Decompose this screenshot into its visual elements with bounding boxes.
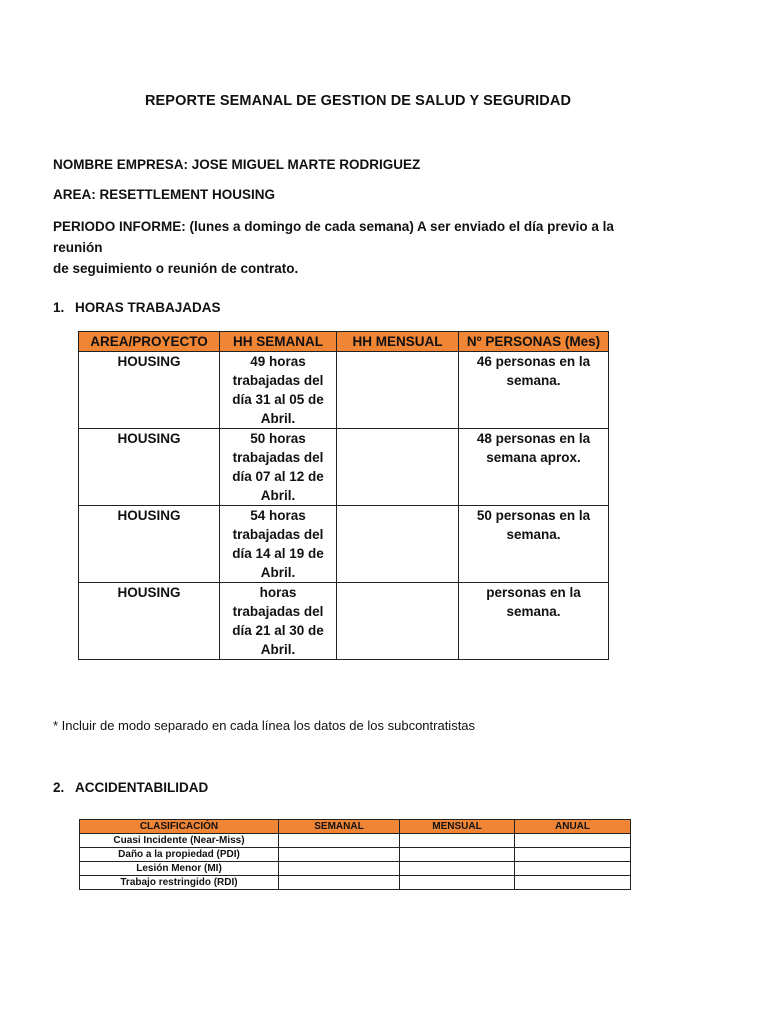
cell-clasificacion: Cuasi Incidente (Near-Miss) [80,834,279,848]
table-row [79,506,609,583]
cell-mensual [400,876,515,890]
cell-hh-mensual [337,429,459,506]
table-row [79,583,609,660]
cell-personas: personas en la semana. [459,583,609,660]
cell-semanal [279,848,400,862]
table-row [80,862,631,876]
header-hh-semanal: HH SEMANAL [220,332,337,352]
section-title: ACCIDENTABILIDAD [75,780,209,795]
report-title: REPORTE SEMANAL DE GESTION DE SALUD Y SEGURIDAD [144,93,572,109]
cell-clasificacion: Lesión Menor (MI) [80,862,279,876]
table-header-row [80,820,631,834]
area-line: AREA: RESETTLEMENT HOUSING [53,187,276,202]
cell-mensual [400,834,515,848]
cell-anual [515,876,631,890]
periodo-line-2: de seguimiento o reunión de contrato. [53,261,299,276]
empresa-line: NOMBRE EMPRESA: JOSE MIGUEL MARTE RODRIGUEZ [53,157,421,172]
periodo-line-1: PERIODO INFORME: (lunes a domingo de cada semana) A ser enviado el día previo a la reunión [53,219,614,255]
cell-anual [515,834,631,848]
cell-area: HOUSING [79,506,220,583]
cell-area: HOUSING [79,352,220,429]
cell-semanal [279,862,400,876]
cell-anual [515,862,631,876]
section-number: 2. [53,780,65,795]
cell-anual [515,848,631,862]
table-row [80,876,631,890]
header-num-personas: Nº PERSONAS (Mes) [459,332,609,352]
cell-personas: 50 personas en la semana. [459,506,609,583]
cell-semanal [279,876,400,890]
cell-hh-semanal: 49 horas trabajadas del día 31 al 05 de Abril. [220,352,337,429]
table-row [79,429,609,506]
header-mensual: MENSUAL [400,820,515,834]
header-hh-mensual: HH MENSUAL [337,332,459,352]
header-clasificacion: CLASIFICACIÓN [80,820,279,834]
cell-area: HOUSING [79,583,220,660]
cell-hh-mensual [337,352,459,429]
cell-clasificacion: Daño a la propiedad (PDI) [80,848,279,862]
horas-trabajadas-table [78,331,609,660]
accidentabilidad-table [79,819,631,890]
section-title: HORAS TRABAJADAS [75,300,221,315]
header-area-proyecto: AREA/PROYECTO [79,332,220,352]
cell-hh-mensual [337,506,459,583]
header-anual: ANUAL [515,820,631,834]
cell-hh-semanal: 50 horas trabajadas del día 07 al 12 de Abril. [220,429,337,506]
section-accidentabilidad-heading [53,780,208,795]
subcontratistas-note: * Incluir de modo separado en cada línea los datos de los subcontratistas [53,718,476,733]
cell-hh-mensual [337,583,459,660]
cell-clasificacion: Trabajo restringido (RDI) [80,876,279,890]
section-number: 1. [53,300,65,315]
cell-mensual [400,848,515,862]
header-semanal: SEMANAL [279,820,400,834]
cell-hh-semanal: 54 horas trabajadas del día 14 al 19 de Abril. [220,506,337,583]
cell-semanal [279,834,400,848]
cell-mensual [400,862,515,876]
table-row [79,352,609,429]
table-header-row [79,332,609,352]
periodo-paragraph [53,216,663,279]
table-row [80,848,631,862]
cell-area: HOUSING [79,429,220,506]
cell-personas: 48 personas en la semana aprox. [459,429,609,506]
cell-hh-semanal: horas trabajadas del día 21 al 30 de Abril. [220,583,337,660]
section-horas-heading [53,300,221,315]
table-row [80,834,631,848]
cell-personas: 46 personas en la semana. [459,352,609,429]
